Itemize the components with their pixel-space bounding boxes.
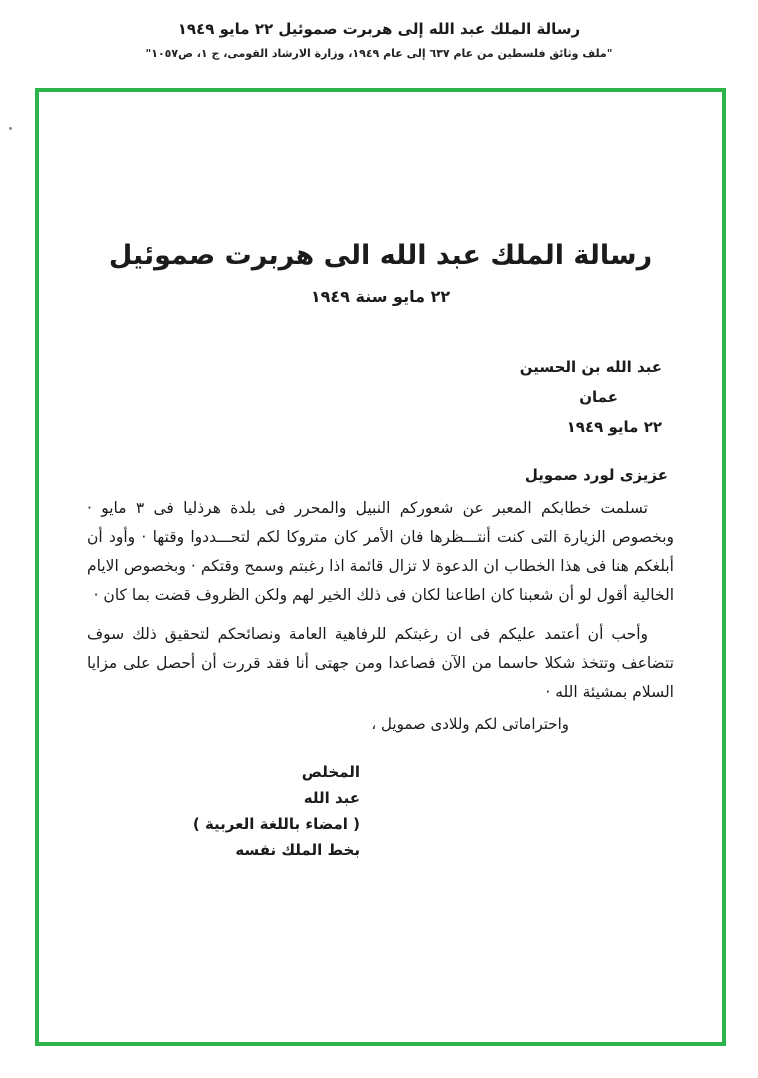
signature-block bbox=[192, 759, 360, 863]
letter-meta bbox=[87, 352, 674, 442]
scan-speck bbox=[9, 127, 12, 130]
signature-note-handwriting: بخط الملك نفسه bbox=[235, 841, 360, 859]
letter-paragraph-1: تسلمت خطابكم المعبر عن شعوركم النبيل والمحرر فى بلدة هرذليا فى ٣ مايو · وبخصوص الزيارة التى كنت أنتـــظرها فان الأمر كان متروكا لكم لتحـــددوا وقتها · وأود أن أبلغكم هنا فى هذا الخطاب ان الدعوة لا تزال قائمة اذا رغبتم وسمح وقتكم · وبخصوص الايام الخالية أقول لو أن شعبنا كان اطاعنا لكان فى ذلك الخير لهم ولكن الظروف قضت بما كان · bbox=[87, 499, 674, 604]
document-header bbox=[0, 0, 758, 60]
letter-subtitle: ٢٢ مايو سنة ١٩٤٩ bbox=[310, 287, 451, 306]
signature-valediction: المخلص bbox=[301, 763, 360, 781]
letter-salutation: عزيزى لورد صمويل bbox=[524, 466, 668, 484]
letter-sender: عبد الله بن الحسين bbox=[519, 358, 662, 376]
letter-title: رسالة الملك عبد الله الى هربرت صموئيل bbox=[108, 240, 653, 271]
letter-city: عمان bbox=[579, 388, 618, 406]
signature-note-language: ( امضاء باللغة العربية ) bbox=[192, 815, 360, 833]
header-source-citation: "ملف وثائق فلسطين من عام ٦٣٧ إلى عام ١٩٤٩، وزارة الارشاد القومى، ج ١، ص١٠٥٧" bbox=[145, 47, 613, 60]
letter-paragraph-2: وأحب أن أعتمد عليكم فى ان رغبتكم للرفاهية العامة ونصائحكم لتحقيق ذلك سوف تتضاعف وتتخذ شكلا حاسما من الآن فصاعدا ومن جهتى أنا فقد قررت أن أحصل على مزايا السلام بمشيئة الله · bbox=[87, 625, 674, 701]
signature-name: عبد الله bbox=[303, 789, 360, 807]
letter-closing: واحتراماتى لكم وللادى صمويل ، bbox=[371, 715, 569, 733]
letter-frame bbox=[35, 88, 726, 1046]
letter-body bbox=[39, 92, 722, 1042]
letter-date: ٢٢ مايو ١٩٤٩ bbox=[566, 418, 662, 436]
header-title: رسالة الملك عبد الله إلى هربرت صموئيل ٢٢ مايو ١٩٤٩ bbox=[177, 20, 581, 38]
